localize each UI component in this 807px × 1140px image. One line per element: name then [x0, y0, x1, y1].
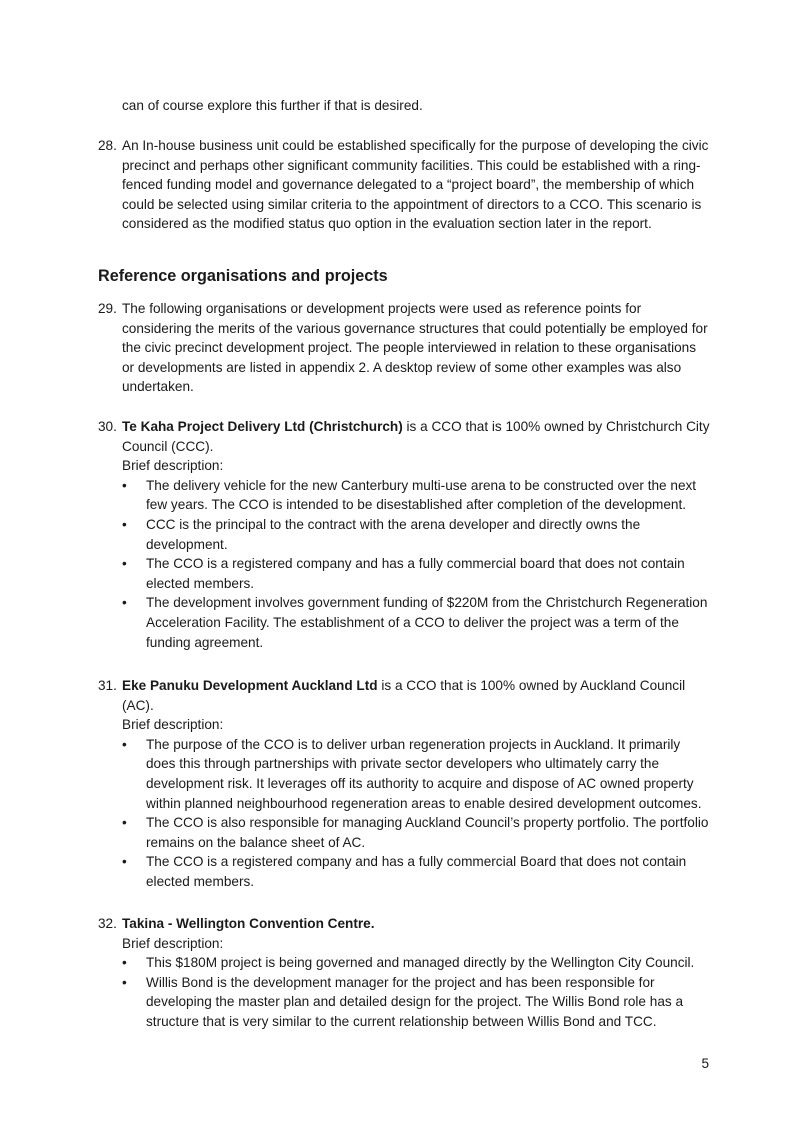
- bullet-item: • The CCO is a registered company and has a fully commercial board that does not contain elected members.: [122, 556, 685, 591]
- section-heading: Reference organisations and projects: [98, 267, 388, 285]
- page-number: 5: [701, 1056, 709, 1071]
- paragraph-lead-line: [122, 417, 710, 456]
- bullet-item: • CCC is the principal to the contract with the arena developer and directly owns the development.: [122, 516, 641, 552]
- bullet-item: • This $180M project is being governed and managed directly by the Wellington City Council.: [122, 953, 710, 973]
- paragraph-number: 31.: [98, 678, 117, 693]
- bullet-item: • The CCO is a registered company and has a fully commercial Board that does not contain elected members.: [122, 854, 687, 889]
- paragraph-text: is a CCO that is 100% owned by Auckland Council (AC).: [122, 678, 686, 713]
- brief-description-label: Brief description:: [122, 935, 224, 951]
- organisation-name: Eke Panuku Development Auckland Ltd: [122, 678, 378, 693]
- bullet-list: [122, 476, 710, 652]
- bullet-icon: •: [122, 595, 127, 611]
- paragraph-number: 29.: [98, 301, 117, 316]
- bullet-list: [122, 735, 710, 892]
- paragraph-30: [98, 417, 710, 652]
- brief-description-label: Brief description:: [122, 458, 224, 474]
- bullet-icon: •: [122, 516, 127, 532]
- brief-description-label: Brief description:: [122, 717, 224, 733]
- bullet-list: [122, 953, 710, 1031]
- organisation-name: Te Kaha Project Delivery Ltd (Christchurch): [122, 419, 403, 434]
- bullet-item: • The CCO is also responsible for managing Auckland Council’s property portfolio. The portfolio remains on the balance sheet of AC.: [122, 815, 709, 850]
- bullet-icon: •: [122, 854, 127, 870]
- paragraph-lead-line: [122, 676, 710, 715]
- bullet-item: • Willis Bond is the development manager for the project and has been responsible for developing the master plan and detailed design for the project. The Willis Bond role has a structure that is very similar to the current relationship between Willis Bond and TCC.: [122, 974, 684, 1029]
- bullet-item: • The development involves government funding of $220M from the Christchurch Regeneration Acceleration Facility. The establishment of a CCO to deliver the project was a term of the funding agreement.: [122, 595, 708, 650]
- paragraph-32: [98, 914, 710, 1032]
- paragraph-body: An In-house business unit could be established specifically for the purpose of developing the civic precinct and perhaps other significant community facilities. This could be established with a ring-fenced funding model and governance delegated to a “project board”, the membership of which could be selected using similar criteria to the appointment of directors to a CCO. This scenario is considered as the modified status quo option in the evaluation section later in the report.: [122, 138, 709, 232]
- paragraph-31: [98, 676, 710, 892]
- paragraph-number: 30.: [98, 419, 117, 434]
- bullet-item: • The delivery vehicle for the new Canterbury multi-use arena to be constructed over the next few years. The CCO is intended to be disestablished after completion of the development.: [122, 477, 697, 513]
- paragraph-29: [98, 299, 710, 397]
- paragraph-text: is a CCO that is 100% owned by Christchurch City Council (CCC).: [122, 419, 710, 454]
- continuation-text: can of course explore this further if that is desired.: [122, 98, 423, 113]
- paragraph-lead-line: [122, 914, 710, 934]
- bullet-icon: •: [122, 556, 127, 572]
- paragraph-28: [98, 136, 710, 234]
- paragraph-number: 28.: [98, 138, 117, 153]
- bullet-icon: •: [122, 955, 127, 971]
- bullet-icon: •: [122, 477, 127, 493]
- bullet-icon: •: [122, 974, 127, 990]
- bullet-item: • The purpose of the CCO is to deliver urban regeneration projects in Auckland. It primarily does this through partnerships with private sector developers who ultimately carry the development risk. It leverages off its authority to acquire and dispose of AC owned property within planned neighbourhood regeneration areas to enable desired development outcomes.: [122, 736, 702, 811]
- bullet-icon: •: [122, 736, 127, 752]
- paragraph-number: 32.: [98, 916, 117, 931]
- paragraph-body: The following organisations or development projects were used as reference points for considering the merits of the various governance structures that could potentially be employed for the civic precinct development project. The people interviewed in relation to these organisations or developments are listed in appendix 2. A desktop review of some other examples was also undertaken.: [122, 301, 708, 395]
- bullet-icon: •: [122, 815, 127, 831]
- organisation-name: Takina - Wellington Convention Centre.: [122, 916, 375, 931]
